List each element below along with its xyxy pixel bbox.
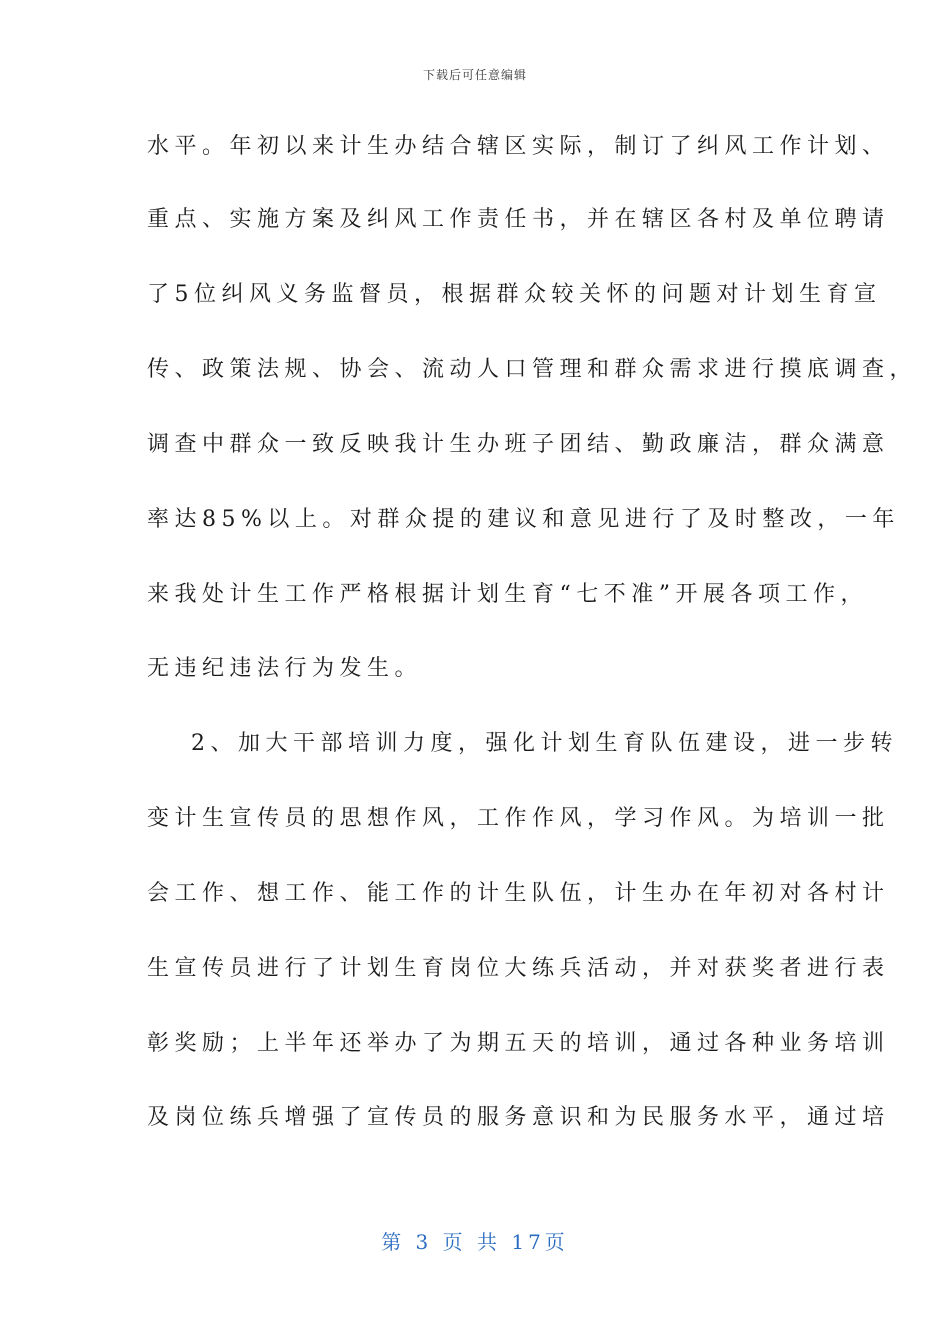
- body-line: 传、政策法规、协会、流动人口管理和群众需求进行摸底调查，: [147, 357, 918, 382]
- body-line: 水平。年初以来计生办结合辖区实际，制订了纠风工作计划、: [147, 134, 890, 159]
- body-line: 及岗位练兵增强了宣传员的服务意识和为民服务水平，通过培: [147, 1105, 890, 1130]
- body-line: 生宣传员进行了计划生育岗位大练兵活动，并对获奖者进行表: [147, 956, 890, 981]
- body-line: 来我处计生工作严格根据计划生育“七不准”开展各项工作，: [147, 582, 868, 607]
- body-line: 变计生宣传员的思想作风，工作作风，学习作风。为培训一批: [147, 806, 890, 831]
- body-line: 彰奖励；上半年还举办了为期五天的培训，通过各种业务培训: [147, 1031, 890, 1056]
- body-line: 率达85%以上。对群众提的建议和意见进行了及时整改，一年: [147, 507, 900, 532]
- page-number-footer: 第 3 页 共 17页: [381, 1230, 569, 1254]
- page-header: 下载后可任意编辑: [422, 68, 527, 82]
- body-line: 会工作、想工作、能工作的计生队伍，计生办在年初对各村计: [147, 881, 890, 906]
- paragraph-first-line: 2、加大干部培训力度，强化计划生育队伍建设，进一步转: [191, 731, 898, 756]
- body-line: 了5位纠风义务监督员，根据群众较关怀的问题对计划生育宣: [147, 282, 882, 307]
- body-line: 重点、实施方案及纠风工作责任书，并在辖区各村及单位聘请: [147, 207, 890, 232]
- body-line: 无违纪违法行为发生。: [147, 656, 423, 681]
- body-line: 调查中群众一致反映我计生办班子团结、勤政廉洁，群众满意: [147, 432, 890, 457]
